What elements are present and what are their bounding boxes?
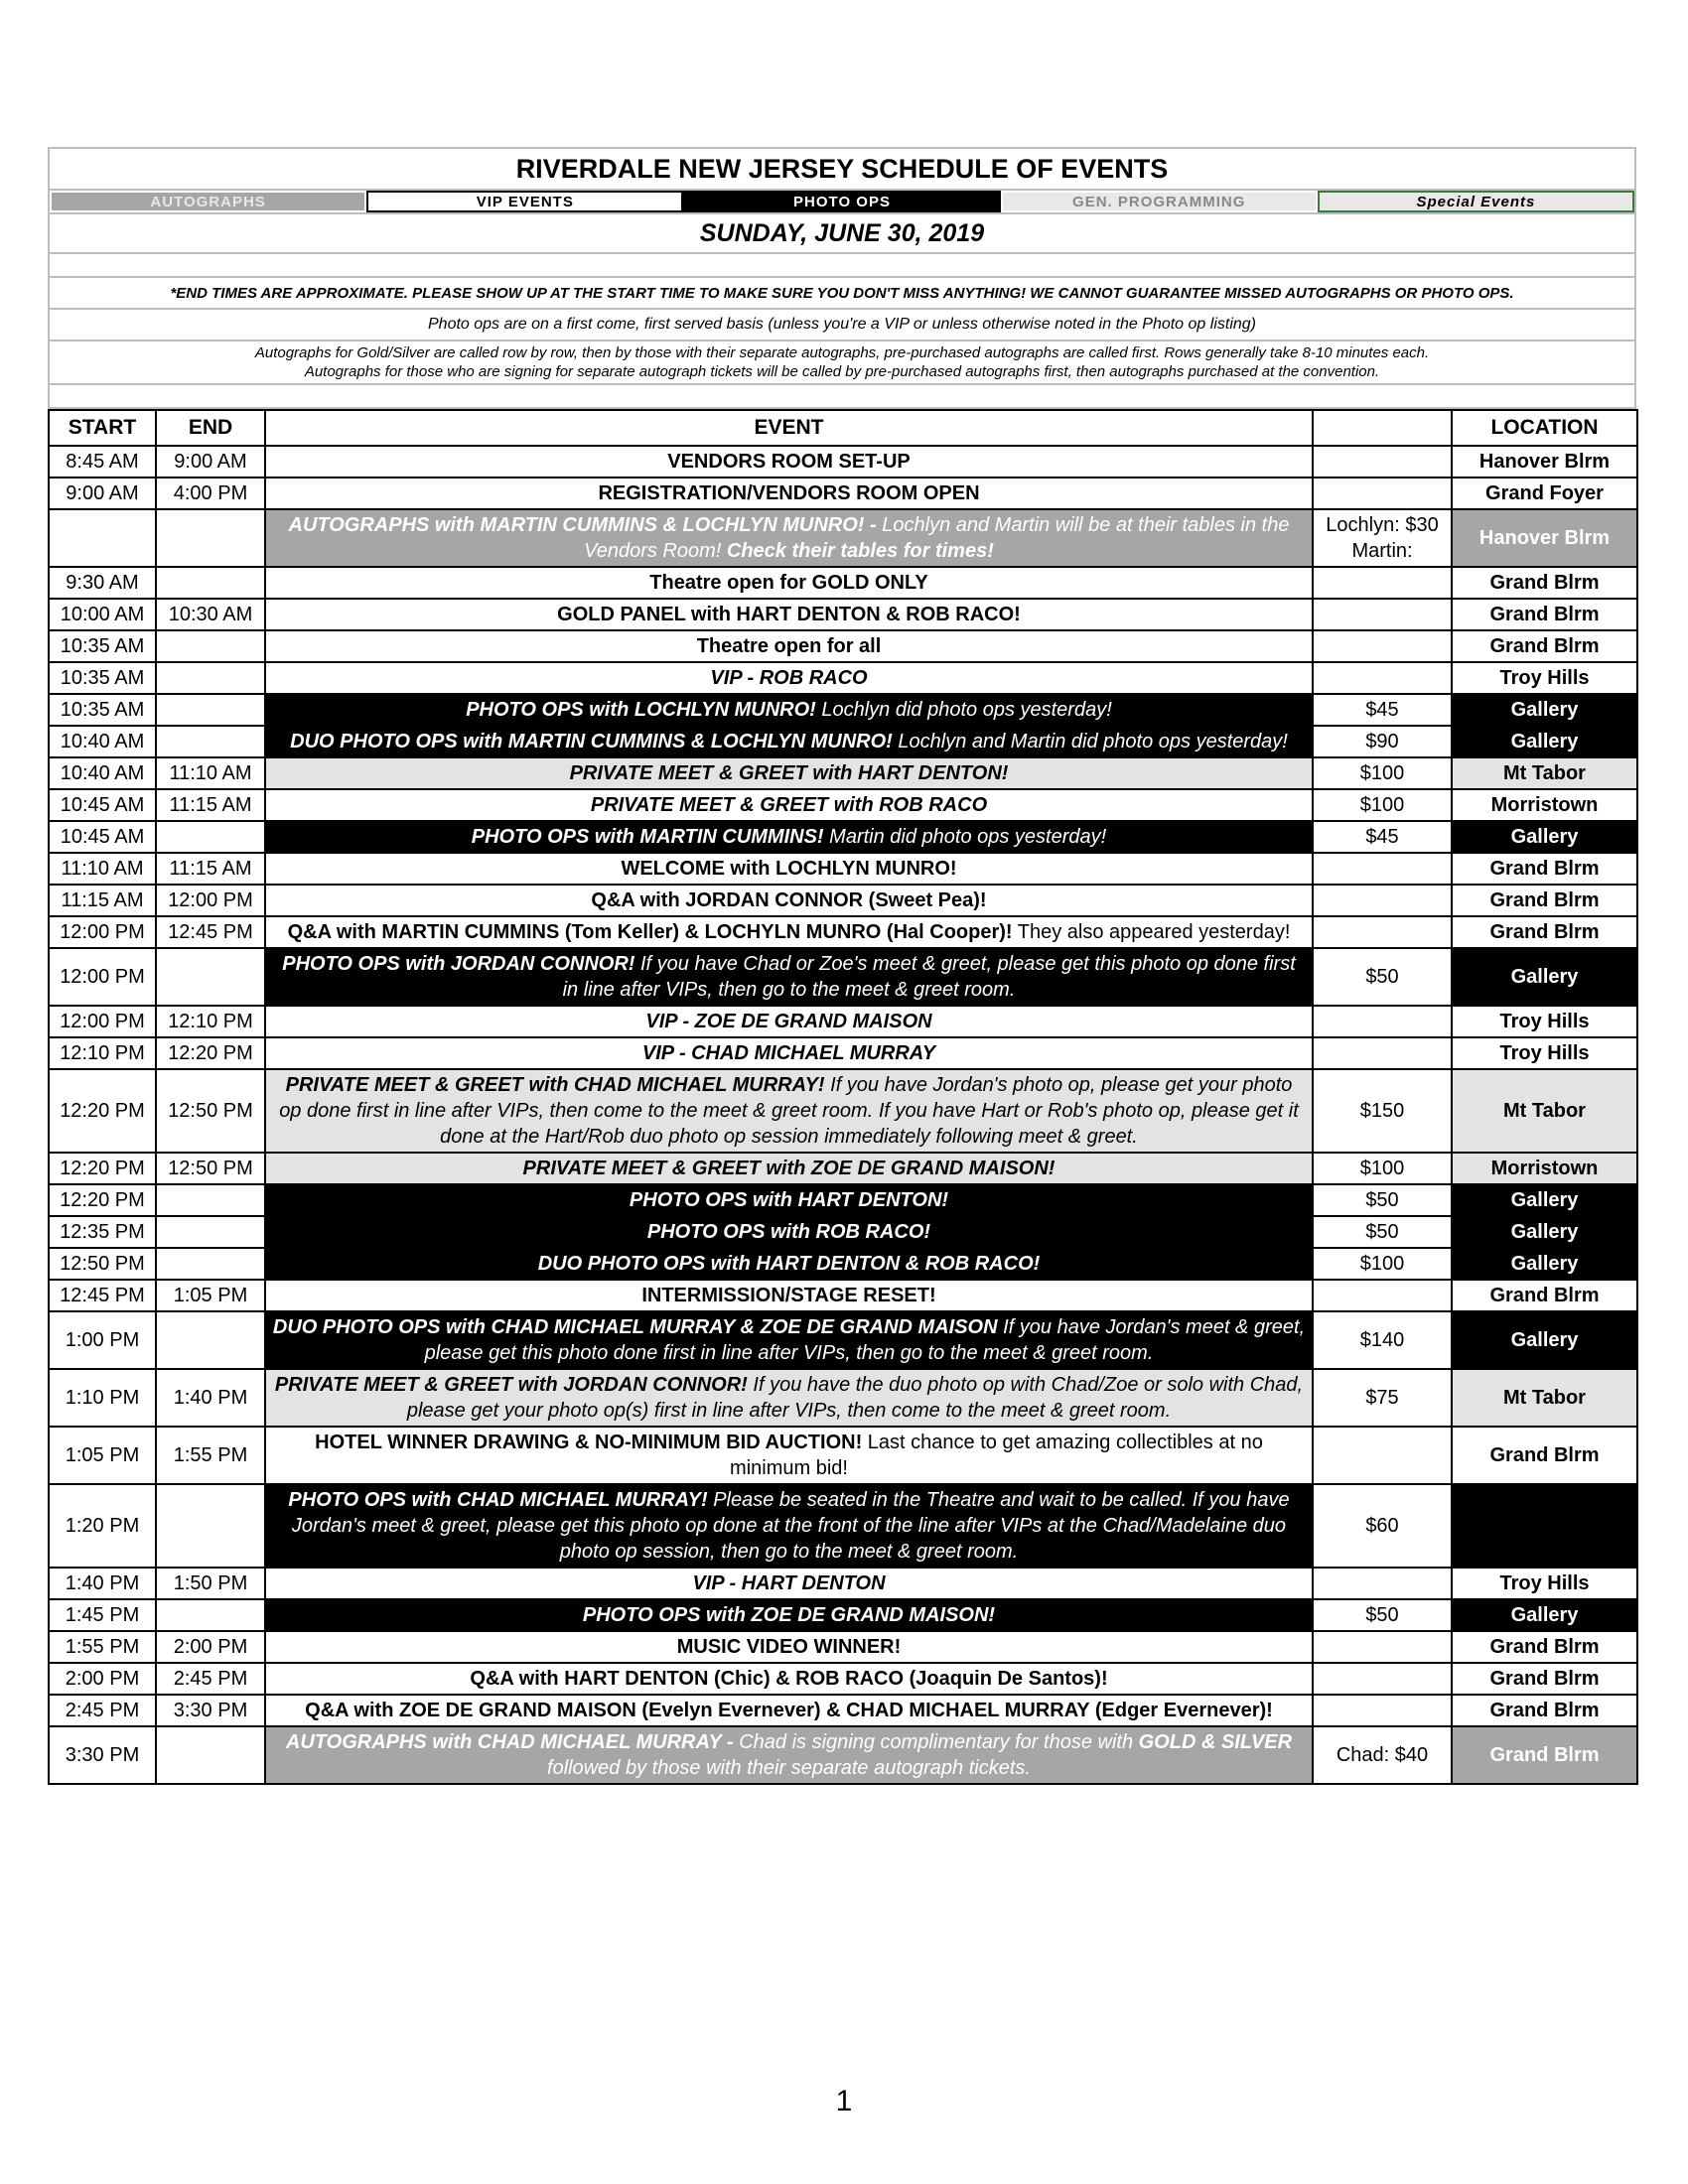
legend-gen-programming: GEN. PROGRAMMING <box>1001 191 1318 212</box>
price-cell <box>1313 662 1452 694</box>
event-cell <box>265 1695 1313 1726</box>
table-row <box>49 1484 1637 1568</box>
start-time: 10:35 AM <box>49 630 156 662</box>
price-cell <box>1313 1568 1452 1599</box>
col-location: LOCATION <box>1452 410 1637 446</box>
start-time: 10:35 AM <box>49 662 156 694</box>
end-time <box>156 1599 265 1631</box>
schedule-sheet <box>48 147 1636 1785</box>
table-row <box>49 1427 1637 1484</box>
event-title: VIP - CHAD MICHAEL MURRAY <box>641 1042 936 1064</box>
start-time: 12:20 PM <box>49 1184 156 1216</box>
price-cell <box>1313 599 1452 630</box>
price-cell <box>1313 1663 1452 1695</box>
start-time: 1:55 PM <box>49 1631 156 1663</box>
event-title: PRIVATE MEET & GREET with JORDAN CONNOR! <box>274 1374 754 1396</box>
end-time: 12:45 PM <box>156 916 265 948</box>
table-row <box>49 1216 1637 1248</box>
spacer <box>49 253 1635 277</box>
end-time: 1:55 PM <box>156 1427 265 1484</box>
event-title: VIP - HART DENTON <box>692 1572 886 1594</box>
end-time: 1:50 PM <box>156 1568 265 1599</box>
legend-autographs: AUTOGRAPHS <box>50 191 366 212</box>
start-time: 9:30 AM <box>49 567 156 599</box>
start-time: 12:00 PM <box>49 1006 156 1037</box>
legend-special-events: Special Events <box>1318 191 1634 212</box>
event-detail: If you have Jordan's meet & greet, please get this photo done first in line after VIPs, then go to the meet & greet room. <box>424 1316 1306 1364</box>
price-cell <box>1313 1037 1452 1069</box>
event-title: HOTEL WINNER DRAWING & NO-MINIMUM BID AUCTION! <box>315 1432 868 1453</box>
page-number: 1 <box>835 2085 853 2117</box>
price-cell <box>1313 1006 1452 1037</box>
table-row <box>49 916 1637 948</box>
location-cell: Grand Blrm <box>1452 885 1637 916</box>
event-cell <box>265 1427 1313 1484</box>
event-title: PHOTO OPS with CHAD MICHAEL MURRAY! <box>288 1489 714 1511</box>
table-row <box>49 821 1637 853</box>
location-cell: Gallery <box>1452 694 1637 726</box>
price-cell <box>1313 916 1452 948</box>
event-cell <box>265 1568 1313 1599</box>
start-time: 1:20 PM <box>49 1484 156 1568</box>
event-cell <box>265 1631 1313 1663</box>
event-cell <box>265 446 1313 478</box>
end-time: 1:40 PM <box>156 1369 265 1427</box>
event-detail: If you have Chad or Zoe's meet & greet, please get this photo op done first in line after VIPs, then go to the meet & greet room. <box>562 953 1296 1001</box>
legend-photo-ops: PHOTO OPS <box>683 191 1000 212</box>
event-title: Theatre open for all <box>696 635 882 657</box>
price-cell: $45 <box>1313 694 1452 726</box>
end-time: 12:50 PM <box>156 1153 265 1184</box>
event-title: Q&A with JORDAN CONNOR (Sweet Pea)! <box>591 889 987 911</box>
location-cell: Grand Blrm <box>1452 853 1637 885</box>
start-time: 12:45 PM <box>49 1280 156 1311</box>
event-title: PHOTO OPS with ZOE DE GRAND MAISON! <box>582 1604 996 1626</box>
event-title: Q&A with MARTIN CUMMINS (Tom Keller) & LOCHYLN MUNRO (Hal Cooper)! <box>287 921 1013 943</box>
start-time: 1:45 PM <box>49 1599 156 1631</box>
location-cell: Troy Hills <box>1452 1037 1637 1069</box>
event-title: AUTOGRAPHS with CHAD MICHAEL MURRAY - <box>285 1731 740 1753</box>
location-cell: Grand Blrm <box>1452 916 1637 948</box>
table-row <box>49 1726 1637 1784</box>
end-time <box>156 630 265 662</box>
event-detail: Chad is signing complimentary for those with <box>739 1731 1139 1753</box>
note-autographs-line-2: Autographs for those who are signing for separate autograph tickets will be called by pre-purchased autographs first, then autographs purchased at the convention. <box>304 363 1380 380</box>
event-cell <box>265 567 1313 599</box>
location-cell: Grand Blrm <box>1452 1631 1637 1663</box>
end-time <box>156 1311 265 1369</box>
location-cell: Gallery <box>1452 726 1637 757</box>
end-time <box>156 662 265 694</box>
start-time: 1:05 PM <box>49 1427 156 1484</box>
event-title: WELCOME with LOCHLYN MUNRO! <box>621 858 957 880</box>
location-cell: Gallery <box>1452 1216 1637 1248</box>
price-cell <box>1313 1280 1452 1311</box>
event-title: VENDORS ROOM SET-UP <box>667 451 911 473</box>
event-cell <box>265 853 1313 885</box>
event-cell <box>265 1248 1313 1280</box>
start-time: 1:00 PM <box>49 1311 156 1369</box>
table-row <box>49 948 1637 1006</box>
price-cell: $100 <box>1313 1248 1452 1280</box>
event-title: DUO PHOTO OPS with HART DENTON & ROB RACO! <box>537 1253 1041 1275</box>
location-cell: Gallery <box>1452 1311 1637 1369</box>
event-date: SUNDAY, JUNE 30, 2019 <box>49 213 1635 253</box>
table-row <box>49 1280 1637 1311</box>
note-autographs <box>49 341 1635 384</box>
event-cell <box>265 1599 1313 1631</box>
table-row <box>49 446 1637 478</box>
end-time: 3:30 PM <box>156 1695 265 1726</box>
event-title: MUSIC VIDEO WINNER! <box>676 1636 902 1658</box>
event-title: Q&A with ZOE DE GRAND MAISON (Evelyn Evernever) & CHAD MICHAEL MURRAY (Edger Evernever)! <box>305 1700 1273 1721</box>
table-row <box>49 1006 1637 1037</box>
end-time: 1:05 PM <box>156 1280 265 1311</box>
location-cell: Troy Hills <box>1452 662 1637 694</box>
end-time <box>156 1484 265 1568</box>
event-cell <box>265 1069 1313 1153</box>
price-cell: $50 <box>1313 1599 1452 1631</box>
event-cell <box>265 1663 1313 1695</box>
spacer <box>49 384 1635 408</box>
end-time: 12:00 PM <box>156 885 265 916</box>
location-cell: Grand Blrm <box>1452 1280 1637 1311</box>
end-time <box>156 567 265 599</box>
table-row <box>49 853 1637 885</box>
location-cell: Grand Foyer <box>1452 478 1637 509</box>
price-cell: $45 <box>1313 821 1452 853</box>
start-time: 2:45 PM <box>49 1695 156 1726</box>
start-time: 10:00 AM <box>49 599 156 630</box>
end-time: 12:10 PM <box>156 1006 265 1037</box>
event-detail: Lochlyn and Martin did photo ops yesterday! <box>898 731 1288 752</box>
table-row <box>49 789 1637 821</box>
price-cell <box>1313 478 1452 509</box>
end-time: 11:15 AM <box>156 789 265 821</box>
location-cell: Gallery <box>1452 1184 1637 1216</box>
table-row <box>49 1153 1637 1184</box>
page-title: RIVERDALE NEW JERSEY SCHEDULE OF EVENTS <box>49 148 1635 190</box>
event-detail: They also appeared yesterday! <box>1012 921 1291 943</box>
end-time: 11:10 AM <box>156 757 265 789</box>
location-cell: Grand Blrm <box>1452 1427 1637 1484</box>
price-cell <box>1313 853 1452 885</box>
event-cell <box>265 1484 1313 1568</box>
location-cell: Mt Tabor <box>1452 1069 1637 1153</box>
price-cell: $100 <box>1313 757 1452 789</box>
event-tail: followed by those with their separate autograph tickets. <box>547 1757 1031 1779</box>
table-row <box>49 1599 1637 1631</box>
price-cell: $50 <box>1313 948 1452 1006</box>
event-cell <box>265 509 1313 567</box>
start-time <box>49 509 156 567</box>
event-cell <box>265 1311 1313 1369</box>
price-cell: $140 <box>1313 1311 1452 1369</box>
location-cell: Grand Blrm <box>1452 1663 1637 1695</box>
price-cell: $100 <box>1313 789 1452 821</box>
event-title: PRIVATE MEET & GREET with CHAD MICHAEL MURRAY! <box>285 1074 825 1096</box>
price-cell: Chad: $40 <box>1313 1726 1452 1784</box>
price-cell: Lochlyn: $30 Martin: <box>1313 509 1452 567</box>
start-time: 10:45 AM <box>49 789 156 821</box>
table-row <box>49 1037 1637 1069</box>
table-row <box>49 694 1637 726</box>
event-cell <box>265 1037 1313 1069</box>
legend-vip-events: VIP EVENTS <box>366 191 683 212</box>
event-title: PHOTO OPS with LOCHLYN MUNRO! <box>466 699 822 721</box>
event-title: GOLD PANEL with HART DENTON & ROB RACO! <box>557 604 1021 625</box>
location-cell: Grand Blrm <box>1452 599 1637 630</box>
location-cell: Grand Blrm <box>1452 1695 1637 1726</box>
event-cell <box>265 1369 1313 1427</box>
location-cell: Troy Hills <box>1452 1006 1637 1037</box>
start-time: 12:50 PM <box>49 1248 156 1280</box>
end-time: 2:00 PM <box>156 1631 265 1663</box>
start-time: 3:30 PM <box>49 1726 156 1784</box>
event-title: REGISTRATION/VENDORS ROOM OPEN <box>598 482 980 504</box>
location-cell: Gallery <box>1452 1248 1637 1280</box>
start-time: 12:20 PM <box>49 1153 156 1184</box>
event-title: DUO PHOTO OPS with CHAD MICHAEL MURRAY & ZOE DE GRAND MAISON <box>272 1316 1004 1338</box>
table-row <box>49 478 1637 509</box>
start-time: 11:10 AM <box>49 853 156 885</box>
event-cell <box>265 885 1313 916</box>
end-time <box>156 1216 265 1248</box>
price-cell <box>1313 1631 1452 1663</box>
location-cell: Gallery <box>1452 821 1637 853</box>
event-detail: Lochlyn did photo ops yesterday! <box>821 699 1112 721</box>
event-cell <box>265 948 1313 1006</box>
legend <box>49 190 1635 213</box>
end-time <box>156 1184 265 1216</box>
table-row <box>49 1695 1637 1726</box>
price-cell: $75 <box>1313 1369 1452 1427</box>
col-start: START <box>49 410 156 446</box>
start-time: 10:45 AM <box>49 821 156 853</box>
location-cell: Mt Tabor <box>1452 1369 1637 1427</box>
event-cell <box>265 821 1313 853</box>
table-row <box>49 662 1637 694</box>
start-time: 12:35 PM <box>49 1216 156 1248</box>
event-cell <box>265 757 1313 789</box>
event-cell <box>265 1153 1313 1184</box>
end-time: 12:50 PM <box>156 1069 265 1153</box>
event-cell <box>265 1280 1313 1311</box>
event-title: PHOTO OPS with ROB RACO! <box>646 1221 931 1243</box>
end-time <box>156 821 265 853</box>
note-end-times: *END TIMES ARE APPROXIMATE. PLEASE SHOW UP AT THE START TIME TO MAKE SURE YOU DON'T MISS ANYTHING! WE CANNOT GUARANTEE MISSED AUTOGRAPHS OR PHOTO OPS. <box>49 277 1635 309</box>
start-time: 12:20 PM <box>49 1069 156 1153</box>
event-title: AUTOGRAPHS with MARTIN CUMMINS & LOCHLYN MUNRO! - <box>288 514 883 536</box>
end-time <box>156 1726 265 1784</box>
event-title: PRIVATE MEET & GREET with ZOE DE GRAND MAISON! <box>522 1158 1055 1179</box>
table-row <box>49 1248 1637 1280</box>
event-cell <box>265 726 1313 757</box>
location-cell: Mt Tabor <box>1452 757 1637 789</box>
end-time: 11:15 AM <box>156 853 265 885</box>
start-time: 1:40 PM <box>49 1568 156 1599</box>
table-header-row <box>49 410 1637 446</box>
event-cell <box>265 694 1313 726</box>
end-time <box>156 694 265 726</box>
col-end: END <box>156 410 265 446</box>
table-row <box>49 726 1637 757</box>
event-cell <box>265 599 1313 630</box>
start-time: 12:00 PM <box>49 948 156 1006</box>
end-time <box>156 726 265 757</box>
event-cell <box>265 630 1313 662</box>
price-cell: $90 <box>1313 726 1452 757</box>
event-cell <box>265 1006 1313 1037</box>
price-cell: $100 <box>1313 1153 1452 1184</box>
start-time: 11:15 AM <box>49 885 156 916</box>
table-row <box>49 1663 1637 1695</box>
event-cell <box>265 1726 1313 1784</box>
end-time <box>156 509 265 567</box>
location-cell: Grand Blrm <box>1452 1726 1637 1784</box>
event-cell <box>265 789 1313 821</box>
event-tail: Check their tables for times! <box>721 540 994 562</box>
event-title: PHOTO OPS with HART DENTON! <box>629 1189 949 1211</box>
end-time <box>156 948 265 1006</box>
start-time: 10:40 AM <box>49 757 156 789</box>
location-cell: Hanover Blrm <box>1452 509 1637 567</box>
price-cell <box>1313 446 1452 478</box>
note-photo-ops: Photo ops are on a first come, first served basis (unless you're a VIP or unless otherwise noted in the Photo op listing) <box>49 309 1635 341</box>
table-row <box>49 1184 1637 1216</box>
location-cell: Morristown <box>1452 1153 1637 1184</box>
col-price <box>1313 410 1452 446</box>
note-autographs-line-1: Autographs for Gold/Silver are called row by row, then by those with their separate autographs, pre-purchased autographs are called first. Rows generally take 8-10 minutes each. <box>254 344 1430 361</box>
event-cell <box>265 662 1313 694</box>
price-cell <box>1313 1695 1452 1726</box>
table-row <box>49 1631 1637 1663</box>
price-cell: $60 <box>1313 1484 1452 1568</box>
event-title: PHOTO OPS with MARTIN CUMMINS! <box>471 826 830 848</box>
location-cell: Hanover Blrm <box>1452 446 1637 478</box>
event-detail: Martin did photo ops yesterday! <box>829 826 1107 848</box>
location-cell: Gallery <box>1452 948 1637 1006</box>
event-cell <box>265 478 1313 509</box>
start-time: 9:00 AM <box>49 478 156 509</box>
event-detail: Last chance to get amazing collectibles at no minimum bid! <box>730 1432 1263 1479</box>
event-detail: If you have the duo photo op with Chad/Zoe or solo with Chad, please get your photo op(s) first in line after VIPs, then come to the meet & greet room. <box>406 1374 1304 1422</box>
start-time: 8:45 AM <box>49 446 156 478</box>
event-cell <box>265 1184 1313 1216</box>
event-title: Q&A with HART DENTON (Chic) & ROB RACO (Joaquin De Santos)! <box>470 1668 1108 1690</box>
event-title: PRIVATE MEET & GREET with ROB RACO <box>590 794 988 816</box>
start-time: 12:10 PM <box>49 1037 156 1069</box>
event-title: VIP - ZOE DE GRAND MAISON <box>645 1011 932 1032</box>
table-row <box>49 885 1637 916</box>
table-row <box>49 1069 1637 1153</box>
table-row <box>49 757 1637 789</box>
col-event: EVENT <box>265 410 1313 446</box>
table-row <box>49 599 1637 630</box>
price-cell <box>1313 567 1452 599</box>
event-detail: Lochlyn and Martin will be at their tables in the Vendors Room! <box>584 514 1290 562</box>
event-title: DUO PHOTO OPS with MARTIN CUMMINS & LOCHLYN MUNRO! <box>290 731 899 752</box>
event-title: Theatre open for GOLD ONLY <box>649 572 928 594</box>
start-time: 2:00 PM <box>49 1663 156 1695</box>
end-time <box>156 1248 265 1280</box>
event-detail: Please be seated in the Theatre and wait to be called. If you have Jordan's meet & greet, please get this photo op done at the front of the line after VIPs at the Chad/Madelaine duo photo op session, then go to the meet & greet room. <box>291 1489 1290 1563</box>
event-title: VIP - ROB RACO <box>710 667 868 689</box>
table-row <box>49 630 1637 662</box>
table-row <box>49 1568 1637 1599</box>
location-cell: Gallery <box>1452 1599 1637 1631</box>
event-title: PRIVATE MEET & GREET with HART DENTON! <box>569 762 1009 784</box>
price-cell: $50 <box>1313 1216 1452 1248</box>
event-title: INTERMISSION/STAGE RESET! <box>641 1285 936 1306</box>
event-tail: GOLD & SILVER <box>1138 1731 1293 1753</box>
start-time: 10:40 AM <box>49 726 156 757</box>
schedule-header <box>48 147 1636 409</box>
start-time: 1:10 PM <box>49 1369 156 1427</box>
location-cell: Morristown <box>1452 789 1637 821</box>
event-cell <box>265 916 1313 948</box>
end-time: 4:00 PM <box>156 478 265 509</box>
location-cell: Grand Blrm <box>1452 567 1637 599</box>
schedule-table <box>48 409 1638 1785</box>
end-time: 12:20 PM <box>156 1037 265 1069</box>
price-cell: $150 <box>1313 1069 1452 1153</box>
price-cell <box>1313 1427 1452 1484</box>
location-cell: Grand Blrm <box>1452 630 1637 662</box>
start-time: 10:35 AM <box>49 694 156 726</box>
start-time: 12:00 PM <box>49 916 156 948</box>
event-detail: If you have Jordan's photo op, please get your photo op done first in line after VIPs, then come to the meet & greet room. If you have Hart or Rob's photo op, please get it done at the Hart/Rob duo photo op session immediately following meet & greet. <box>279 1074 1299 1148</box>
end-time: 10:30 AM <box>156 599 265 630</box>
end-time: 2:45 PM <box>156 1663 265 1695</box>
location-cell <box>1452 1484 1637 1568</box>
price-cell <box>1313 630 1452 662</box>
table-row <box>49 509 1637 567</box>
price-cell: $50 <box>1313 1184 1452 1216</box>
end-time: 9:00 AM <box>156 446 265 478</box>
table-row <box>49 1369 1637 1427</box>
event-cell <box>265 1216 1313 1248</box>
location-cell: Troy Hills <box>1452 1568 1637 1599</box>
table-row <box>49 1311 1637 1369</box>
price-cell <box>1313 885 1452 916</box>
table-row <box>49 567 1637 599</box>
event-title: PHOTO OPS with JORDAN CONNOR! <box>282 953 640 975</box>
